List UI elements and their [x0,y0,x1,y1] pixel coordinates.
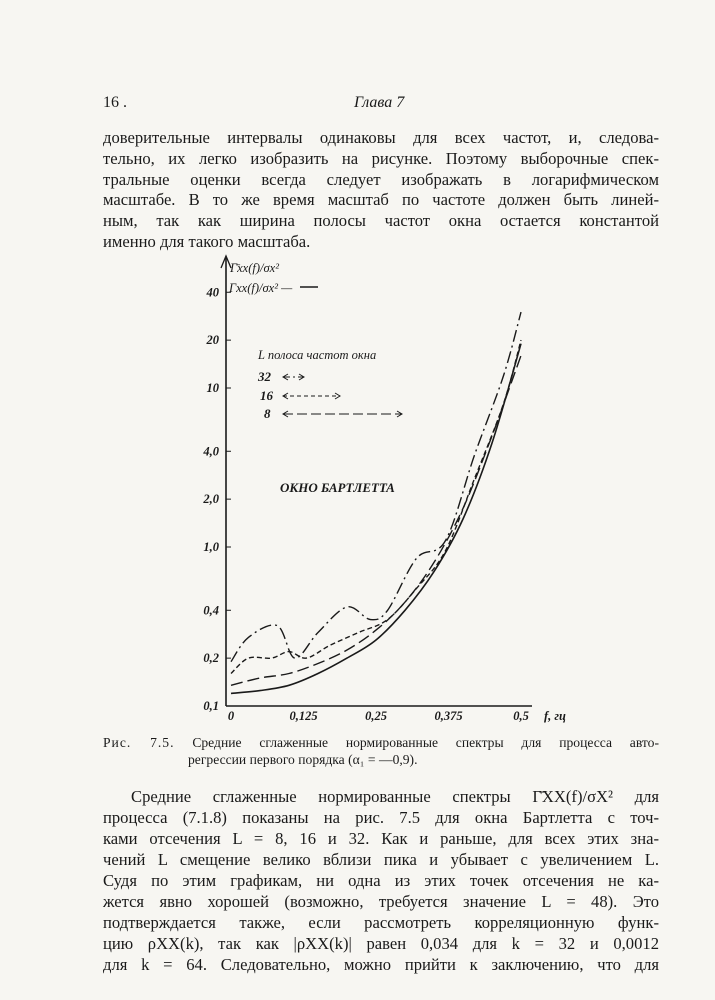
y-tick-label: 0,2 [203,651,219,666]
legend-title: L полоса частот окна [258,348,377,362]
text-line: ным, так как ширина полосы частот окна остается константой [103,211,659,231]
x-tick-label: 0 [227,709,235,723]
text-line: чений L смещение велико вблизи пика и убывает с увеличением L. [103,850,659,869]
legend-item-16: 16 [260,388,273,403]
text-line: именно для такого масштаба. [103,231,311,251]
x-tick-label: 0,375 [434,709,463,723]
legend-item-8: 8 [264,406,271,421]
y-tick-label: 10 [206,381,219,395]
y-tick-label: 40 [206,285,219,300]
y-tick-label: 4,0 [203,444,219,459]
y-tick-label: 0,1 [203,699,219,713]
page-number: 16 . [103,94,127,111]
series-line-solid [231,344,521,694]
text-line: доверительные интервалы одинаковы для всех частот, и, следова- [103,128,659,147]
text-line: тральные оценки всегда следует изображать в логарифмическом [103,169,659,189]
running-head: Глава 7 [354,94,405,111]
legend-true-spectrum: Γxx(f)/σx² — [229,281,293,295]
y-tick-label: 2,0 [203,492,219,507]
y-axis-label: Γ̄xx(f)/σx² [230,261,279,275]
y-tick-label: 20 [206,333,219,348]
paragraph-2 [103,786,659,975]
x-tick-label: 0,25 [365,709,387,723]
text-line: цию ρXX(k), так как |ρXX(k)| равен 0,034 для k = 32 и 0,0012 [103,934,659,953]
caption-label: Рис. 7.5. [103,735,175,750]
text-line: тельно, их легко изобразить на рисунке. Поэтому выборочные спек- [103,148,659,168]
y-tick-label: 0,4 [203,603,219,618]
text-line: подтверждается также, если рассмотреть корреляционную функ- [103,913,659,932]
text-line: Судя по этим графикам, ни одна из этих точек отсечения не ка- [103,871,659,890]
y-tick-label: 1,0 [203,540,219,554]
figure-caption [103,734,659,768]
x-unit-label: f, гц [544,709,566,723]
caption-line-1: Средние сглаженные нормированные спектры для процесса авто- [192,735,659,750]
text-line: жется явно хорошей (возможно, требуется значение L = 48). Это [103,892,659,911]
text-line: для k = 64. Следовательно, можно прийти к заключению, что для [103,955,659,974]
x-tick-label: 0,125 [289,709,318,723]
x-tick-label: 0,5 [513,709,529,723]
x-tick-labels [228,709,529,723]
caption-line-2: регрессии первого порядка (α₁ = —0,9). [188,752,418,767]
text-line: Средние сглаженные нормированные спектры Γ̄XX(f)/σX² для [131,787,659,806]
text-line: процесса (7.1.8) показаны на рис. 7.5 для окна Бартлетта с точ- [103,808,659,827]
legend-item-32: 32 [258,369,271,384]
window-label: ОКНО БАРТЛЕТТА [280,480,395,495]
series-line-long-dash [231,356,521,686]
series-line-short-dash [231,340,521,673]
text-line: масштабе. В то же время масштаб по частоте должен быть линей- [103,190,659,210]
text-line: ками отсечения L = 8, 16 и 32. Как и раньше, для всех этих зна- [103,829,659,848]
